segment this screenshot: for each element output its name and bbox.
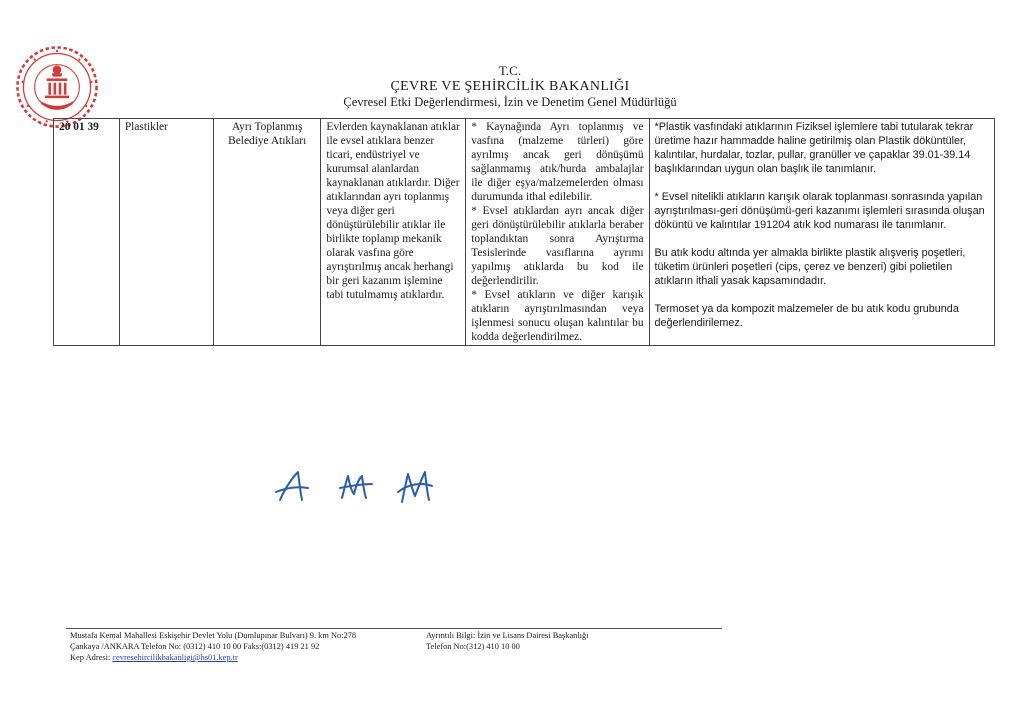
footer-info-line1: Ayrıntılı Bilgi: İzin ve Lisans Dairesi Başkanlığı — [426, 631, 589, 640]
table-row — [54, 119, 995, 346]
note-paragraph: Termoset ya da kompozit malzemeler de bu atık kodu grubunda değerlendirilemez. — [654, 303, 959, 329]
header-ministry: ÇEVRE VE ŞEHİRCİLİK BAKANLIĞI — [390, 78, 630, 94]
notes-cell — [649, 119, 994, 346]
note-paragraph: *Plastik vasfındaki atıklarının Fiziksel işlemlere tabi tutularak tekrar üretime hazır hammadde haline getirilmiş olan Plastik döküntüler, kalıntılar, hurdalar, tozlar, pullar, granüller ve çapaklar 39.01-39.14 başlıklarından uygun olan başlık ile tanımlanır. — [654, 121, 974, 175]
footer-address-line2: Çankaya /ANKARA Telefon No: (0312) 410 10 00 Faks:(0312) 419 21 92 — [70, 642, 320, 651]
footer-info-line2: Telefon No:(312) 410 10 00 — [426, 642, 520, 651]
waste-code-table — [53, 118, 995, 346]
document-header — [300, 64, 720, 109]
handwritten-initials — [272, 462, 452, 510]
waste-code-cell: 20 01 39 — [54, 119, 120, 346]
waste-name-cell: Plastikler — [119, 119, 213, 346]
waste-type-cell: Ayrı Toplanmış Belediye Atıkları — [214, 119, 321, 346]
note-paragraph: * Evsel nitelikli atıkların karışık olarak toplanması sonrasında yapılan ayrıştırılması-geri dönüşümü-geri kazanımı işlemleri sırasında oluşan döküntü ve kalıntılar 191204 atık kod numarası ile tanımlanır. — [654, 191, 985, 231]
footer-address-block — [70, 630, 356, 663]
condition-paragraph: * Kaynağında Ayrı toplanmış ve vasfına (malzeme türleri) göre ayrılmış ancak geri dönüşümü sağlanmamış atık/hurda ambalajlar ile diğer eşya/malzemelerden olması durumunda ithal edilebilir. — [471, 121, 644, 203]
condition-paragraph: * Evsel atıkların ve diğer karışık atıkların ayrıştırılmasından veya işlenmesi sonucu oluşan kalıntılar bu kodda değerlendirilmez. — [471, 289, 644, 343]
waste-description-cell: Evlerden kaynaklanan atıklar ile evsel atıklara benzer ticari, endüstriyel ve kurumsal alanlardan kaynaklanan atıklardır. Diğer atıklarından ayrı toplanmış veya diğer geri dönüştürülebilir atıklar ile birlikte toplanıp mekanik olarak vasfına göre ayrıştırılmış ancak herhangi bir geri kazanım işlemine tabi tutulmamış atıklardır. — [321, 119, 466, 346]
kep-address-link[interactable]: cevresehircilikbakanligi@hs01.kep.tr — [112, 653, 238, 662]
footer-kep-line — [70, 652, 356, 663]
footer-kep-label: Kep Adresi: — [70, 653, 111, 662]
footer-address-line1: Mustafa Kemal Mahallesi Eskişehir Devlet Yolu (Dumlupınar Bulvarı) 9. km No:278 — [70, 631, 357, 640]
footer-divider — [66, 628, 722, 629]
note-paragraph: Bu atık kodu altında yer almakla birlikte plastik alışveriş poşetleri, tüketim ürünleri poşetleri (cips, çerez ve benzeri) gibi polietilen atıkların ithali yasak kapsamındadır. — [654, 247, 966, 287]
footer-info-block — [426, 630, 589, 652]
header-department: Çevresel Etki Değerlendirmesi, İzin ve Denetim Genel Müdürlüğü — [343, 95, 677, 110]
import-conditions-cell — [466, 119, 649, 346]
condition-paragraph: * Evsel atıklardan ayrı ancak diğer geri dönüştürülebilir atıklarla beraber toplandıktan sonra Ayrıştırma Tesislerinde vasıflarına ayrımı yapılmış atıklarda bu kod ile değerlendirilir. — [471, 205, 644, 287]
header-tc: T.C. — [498, 63, 522, 78]
